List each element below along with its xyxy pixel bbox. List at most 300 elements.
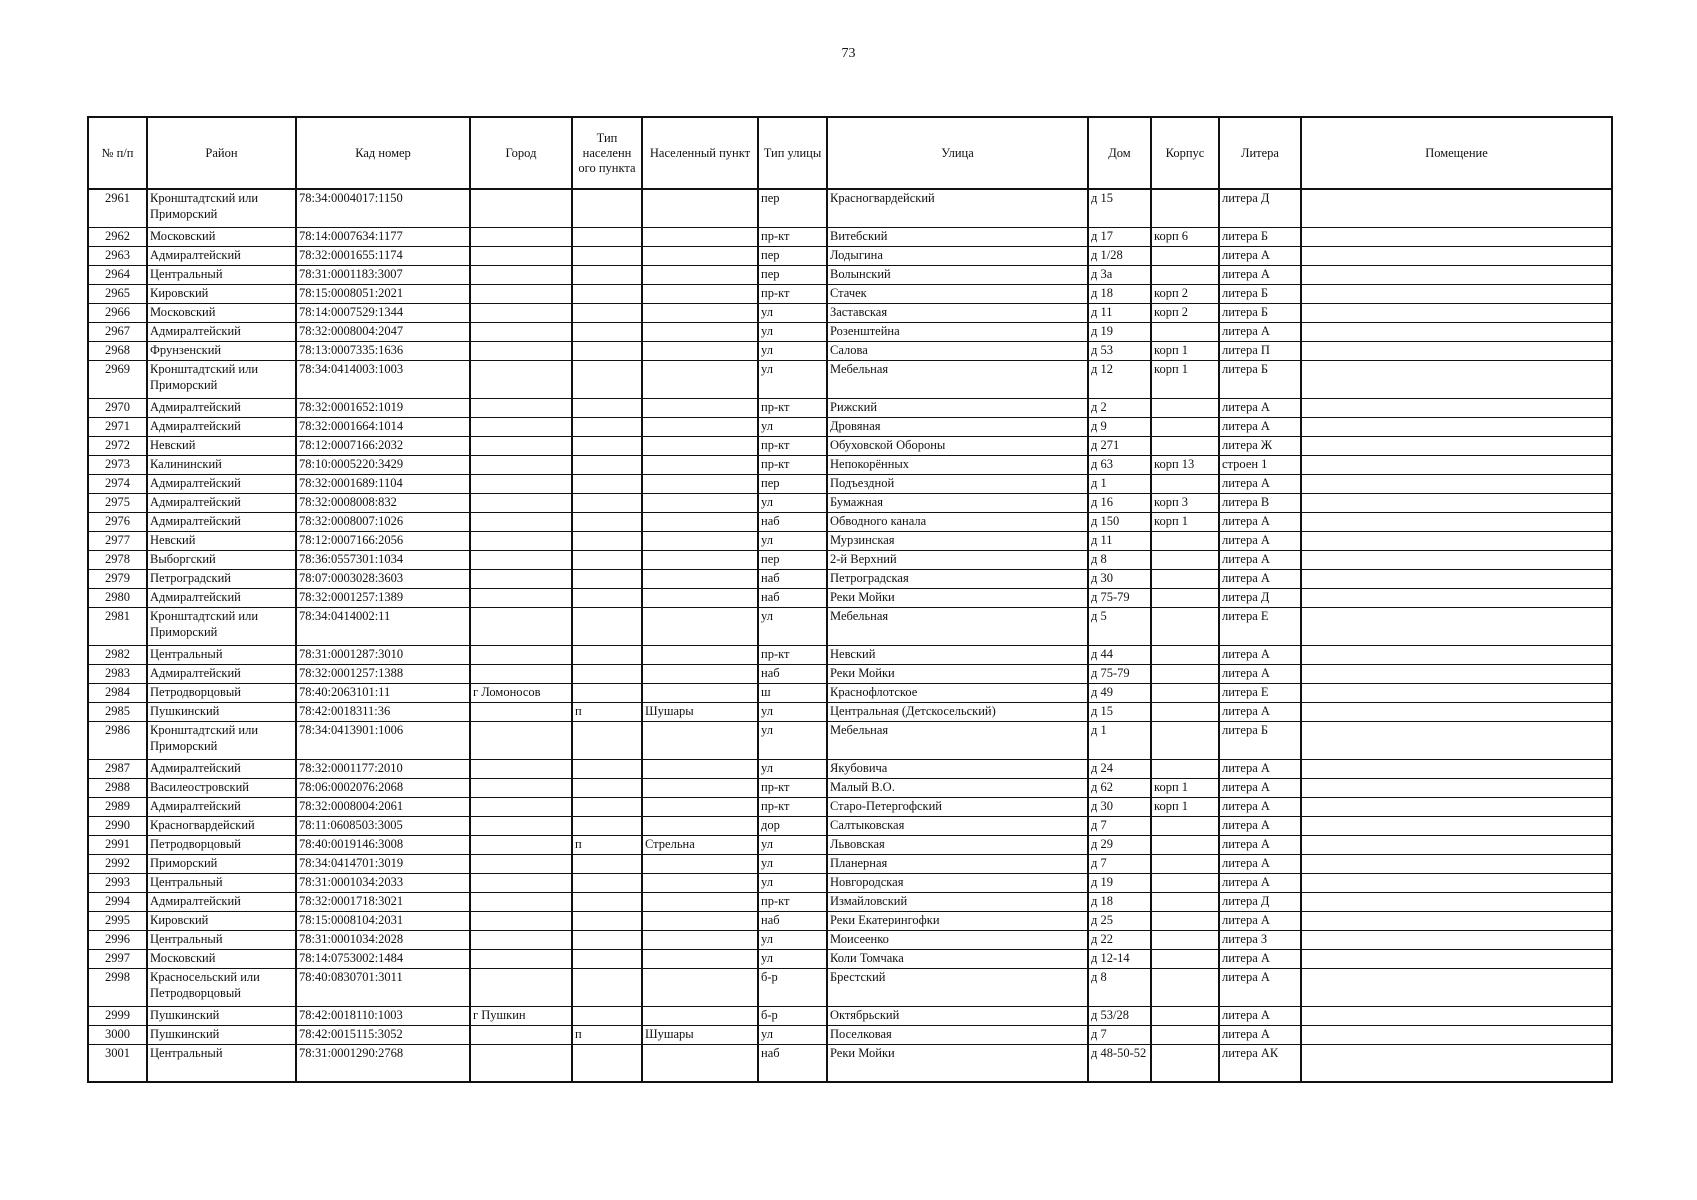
table-cell <box>1301 607 1612 645</box>
table-cell <box>1301 778 1612 797</box>
table-cell: строен 1 <box>1219 455 1301 474</box>
table-cell <box>572 1044 642 1082</box>
table-cell: пр-кт <box>758 892 827 911</box>
header-cell: Литера <box>1219 117 1301 189</box>
table-cell: литера А <box>1219 322 1301 341</box>
table-cell: литера А <box>1219 702 1301 721</box>
table-cell: Старо-Петергофский <box>827 797 1088 816</box>
table-cell <box>470 417 572 436</box>
table-cell: д 7 <box>1088 816 1151 835</box>
table-row <box>88 303 1612 322</box>
table-cell <box>1301 797 1612 816</box>
table-row <box>88 816 1612 835</box>
table-cell <box>1301 645 1612 664</box>
table-cell: 78:32:0008007:1026 <box>296 512 470 531</box>
table-cell: 2981 <box>88 607 147 645</box>
table-cell <box>1151 645 1219 664</box>
table-cell: пр-кт <box>758 227 827 246</box>
table-cell: Мурзинская <box>827 531 1088 550</box>
table-cell <box>1151 1044 1219 1082</box>
table-cell: литера А <box>1219 265 1301 284</box>
table-cell <box>642 417 758 436</box>
table-row <box>88 721 1612 759</box>
table-cell: Коли Томчака <box>827 949 1088 968</box>
table-cell: д 1 <box>1088 721 1151 759</box>
table-cell: Красногвардейский <box>147 816 296 835</box>
table-cell: Центральный <box>147 265 296 284</box>
table-cell: ул <box>758 1025 827 1044</box>
table-cell: 78:32:0001257:1389 <box>296 588 470 607</box>
table-cell: 78:15:0008104:2031 <box>296 911 470 930</box>
table-cell: Адмиралтейский <box>147 398 296 417</box>
table-cell: Стачек <box>827 284 1088 303</box>
table-row <box>88 892 1612 911</box>
table-cell: 2962 <box>88 227 147 246</box>
table-cell <box>470 189 572 227</box>
table-cell: Бумажная <box>827 493 1088 512</box>
table-cell: 2982 <box>88 645 147 664</box>
table-row <box>88 854 1612 873</box>
table-cell: Октябрьский <box>827 1006 1088 1025</box>
table-cell: корп 3 <box>1151 493 1219 512</box>
table-row <box>88 930 1612 949</box>
table-row <box>88 664 1612 683</box>
header-cell: Улица <box>827 117 1088 189</box>
table-cell: Мебельная <box>827 360 1088 398</box>
table-cell <box>572 341 642 360</box>
table-cell <box>642 588 758 607</box>
table-cell: литера Б <box>1219 284 1301 303</box>
table-cell <box>642 455 758 474</box>
table-cell: 2-й Верхний <box>827 550 1088 569</box>
table-cell <box>572 797 642 816</box>
table-cell: 2998 <box>88 968 147 1006</box>
table-cell: корп 2 <box>1151 303 1219 322</box>
table-row <box>88 512 1612 531</box>
table-cell <box>572 645 642 664</box>
table-row <box>88 968 1612 1006</box>
table-cell: д 271 <box>1088 436 1151 455</box>
table-cell: Адмиралтейский <box>147 892 296 911</box>
table-cell <box>1301 398 1612 417</box>
table-cell <box>1151 949 1219 968</box>
table-cell <box>470 930 572 949</box>
table-cell <box>470 1025 572 1044</box>
table-cell: корп 1 <box>1151 512 1219 531</box>
table-row <box>88 759 1612 778</box>
table-cell: д 8 <box>1088 968 1151 1006</box>
table-cell <box>470 1044 572 1082</box>
table-cell: Пушкинский <box>147 1025 296 1044</box>
table-cell: корп 1 <box>1151 778 1219 797</box>
table-cell: 3000 <box>88 1025 147 1044</box>
table-cell: Поселковая <box>827 1025 1088 1044</box>
table-cell <box>1301 1006 1612 1025</box>
table-cell: 78:34:0004017:1150 <box>296 189 470 227</box>
table-row <box>88 569 1612 588</box>
table-cell: д 15 <box>1088 702 1151 721</box>
table-cell <box>1301 873 1612 892</box>
table-cell: 2969 <box>88 360 147 398</box>
table-cell: Петроградский <box>147 569 296 588</box>
table-cell: д 8 <box>1088 550 1151 569</box>
table-cell: 2973 <box>88 455 147 474</box>
table-cell: д 150 <box>1088 512 1151 531</box>
table-cell: Центральный <box>147 1044 296 1082</box>
table-cell: 2976 <box>88 512 147 531</box>
table-cell: литера Е <box>1219 683 1301 702</box>
table-cell: Московский <box>147 227 296 246</box>
table-cell <box>1301 341 1612 360</box>
table-cell: 2983 <box>88 664 147 683</box>
table-cell: ул <box>758 531 827 550</box>
table-cell: Шушары <box>642 1025 758 1044</box>
table-cell: Стрельна <box>642 835 758 854</box>
table-cell: 78:34:0414003:1003 <box>296 360 470 398</box>
table-cell <box>572 1006 642 1025</box>
table-cell: 2967 <box>88 322 147 341</box>
table-cell: литера А <box>1219 873 1301 892</box>
table-cell <box>1301 721 1612 759</box>
table-cell: Лодыгина <box>827 246 1088 265</box>
table-cell: пр-кт <box>758 398 827 417</box>
table-cell: 78:06:0002076:2068 <box>296 778 470 797</box>
table-cell: наб <box>758 911 827 930</box>
table-cell <box>1301 968 1612 1006</box>
table-cell: 2994 <box>88 892 147 911</box>
table-cell <box>1301 1025 1612 1044</box>
table-row <box>88 683 1612 702</box>
table-cell <box>572 778 642 797</box>
table-cell <box>1151 1006 1219 1025</box>
table-cell: д 18 <box>1088 284 1151 303</box>
table-cell: 78:31:0001183:3007 <box>296 265 470 284</box>
table-cell <box>1301 835 1612 854</box>
table-cell: корп 1 <box>1151 341 1219 360</box>
table-cell: г Ломоносов <box>470 683 572 702</box>
table-cell: литера А <box>1219 550 1301 569</box>
table-cell <box>642 816 758 835</box>
table-cell: наб <box>758 569 827 588</box>
table-cell: литера А <box>1219 1006 1301 1025</box>
table-cell <box>1151 474 1219 493</box>
table-cell <box>470 550 572 569</box>
table-cell <box>470 265 572 284</box>
table-cell <box>1301 436 1612 455</box>
table-cell: литера Д <box>1219 588 1301 607</box>
table-cell: 2984 <box>88 683 147 702</box>
table-cell: литера Е <box>1219 607 1301 645</box>
table-cell: д 19 <box>1088 322 1151 341</box>
table-cell <box>470 835 572 854</box>
header-cell: Кад номер <box>296 117 470 189</box>
table-cell <box>470 474 572 493</box>
table-cell: Выборгский <box>147 550 296 569</box>
table-cell: литера А <box>1219 512 1301 531</box>
table-cell: д 11 <box>1088 531 1151 550</box>
table-cell: пер <box>758 474 827 493</box>
table-cell: 2965 <box>88 284 147 303</box>
table-cell: Кировский <box>147 911 296 930</box>
table-cell: Калининский <box>147 455 296 474</box>
table-cell: литера А <box>1219 417 1301 436</box>
table-cell <box>642 892 758 911</box>
table-cell: литера З <box>1219 930 1301 949</box>
header-cell: Город <box>470 117 572 189</box>
table-cell: Брестский <box>827 968 1088 1006</box>
table-cell <box>1301 892 1612 911</box>
table-cell <box>1151 417 1219 436</box>
table-cell: д 2 <box>1088 398 1151 417</box>
table-cell <box>1151 892 1219 911</box>
table-cell <box>1301 930 1612 949</box>
table-cell: литера А <box>1219 797 1301 816</box>
table-cell: литера А <box>1219 398 1301 417</box>
table-cell <box>1151 835 1219 854</box>
table-cell <box>1151 721 1219 759</box>
table-cell <box>470 816 572 835</box>
table-cell: 78:34:0413901:1006 <box>296 721 470 759</box>
table-cell <box>572 550 642 569</box>
table-cell: 2987 <box>88 759 147 778</box>
table-cell: литера А <box>1219 569 1301 588</box>
table-cell: д 44 <box>1088 645 1151 664</box>
table-cell: литера А <box>1219 968 1301 1006</box>
table-cell <box>572 531 642 550</box>
table-cell: литера А <box>1219 664 1301 683</box>
table-cell: п <box>572 835 642 854</box>
table-cell <box>642 512 758 531</box>
table-cell: пр-кт <box>758 436 827 455</box>
table-cell <box>1151 683 1219 702</box>
table-cell: 78:31:0001034:2033 <box>296 873 470 892</box>
table-cell: Салова <box>827 341 1088 360</box>
header-cell: Помещение <box>1301 117 1612 189</box>
table-cell: ул <box>758 930 827 949</box>
table-cell <box>1151 759 1219 778</box>
table-cell <box>1301 493 1612 512</box>
table-cell: ул <box>758 417 827 436</box>
table-cell: Обводного канала <box>827 512 1088 531</box>
table-cell: 78:14:0007529:1344 <box>296 303 470 322</box>
table-cell <box>1301 683 1612 702</box>
table-cell <box>572 398 642 417</box>
table-row <box>88 1025 1612 1044</box>
table-cell <box>470 778 572 797</box>
table-cell: 78:32:0008008:832 <box>296 493 470 512</box>
table-cell <box>1301 417 1612 436</box>
table-cell <box>470 512 572 531</box>
table-cell: 2990 <box>88 816 147 835</box>
table-cell: д 22 <box>1088 930 1151 949</box>
table-cell: Малый В.О. <box>827 778 1088 797</box>
table-row <box>88 322 1612 341</box>
table-cell: пр-кт <box>758 778 827 797</box>
table-cell <box>470 246 572 265</box>
table-cell: Волынский <box>827 265 1088 284</box>
table-cell <box>1301 702 1612 721</box>
table-cell: 2963 <box>88 246 147 265</box>
table-cell <box>1151 189 1219 227</box>
table-cell <box>642 569 758 588</box>
table-cell: 78:36:0557301:1034 <box>296 550 470 569</box>
table-cell <box>1301 265 1612 284</box>
table-cell: пр-кт <box>758 455 827 474</box>
table-cell: Реки Мойки <box>827 588 1088 607</box>
table-cell <box>1301 911 1612 930</box>
table-cell: Непокорённых <box>827 455 1088 474</box>
table-cell: Адмиралтейский <box>147 588 296 607</box>
header-cell: Тип улицы <box>758 117 827 189</box>
table-cell: 2991 <box>88 835 147 854</box>
table-cell <box>1151 930 1219 949</box>
table-cell: д 12 <box>1088 360 1151 398</box>
table-cell <box>470 911 572 930</box>
table-cell: Адмиралтейский <box>147 759 296 778</box>
table-cell <box>572 284 642 303</box>
table-cell <box>642 721 758 759</box>
table-cell: д 17 <box>1088 227 1151 246</box>
table-cell <box>1301 322 1612 341</box>
table-cell: 2989 <box>88 797 147 816</box>
table-cell: наб <box>758 1044 827 1082</box>
table-cell: Адмиралтейский <box>147 664 296 683</box>
table-cell: д 18 <box>1088 892 1151 911</box>
table-cell: 78:14:0007634:1177 <box>296 227 470 246</box>
table-cell: ул <box>758 949 827 968</box>
table-cell: 2993 <box>88 873 147 892</box>
table-cell: Красносельский или Петродворцовый <box>147 968 296 1006</box>
table-cell: ул <box>758 493 827 512</box>
table-cell <box>572 588 642 607</box>
table-cell: 78:32:0001257:1388 <box>296 664 470 683</box>
table-cell <box>470 721 572 759</box>
header-cell: Корпус <box>1151 117 1219 189</box>
table-cell: 78:32:0001655:1174 <box>296 246 470 265</box>
table-cell: 78:12:0007166:2056 <box>296 531 470 550</box>
table-cell <box>642 531 758 550</box>
table-cell: Кронштадтский или Приморский <box>147 721 296 759</box>
table-cell: 78:40:0830701:3011 <box>296 968 470 1006</box>
table-cell: 2979 <box>88 569 147 588</box>
table-cell <box>642 322 758 341</box>
table-cell <box>642 873 758 892</box>
table-cell: 2966 <box>88 303 147 322</box>
table-cell <box>470 398 572 417</box>
table-cell: Витебский <box>827 227 1088 246</box>
table-cell <box>1151 664 1219 683</box>
table-cell <box>572 569 642 588</box>
table-cell <box>642 284 758 303</box>
header-cell: Населенный пункт <box>642 117 758 189</box>
table-cell <box>1301 455 1612 474</box>
table-cell <box>1151 588 1219 607</box>
table-cell: Фрунзенский <box>147 341 296 360</box>
table-cell: 2992 <box>88 854 147 873</box>
table-cell: Невский <box>147 436 296 455</box>
table-cell: пр-кт <box>758 284 827 303</box>
table-cell: 78:40:2063101:11 <box>296 683 470 702</box>
table-cell <box>470 227 572 246</box>
table-cell <box>1301 664 1612 683</box>
table-cell <box>572 683 642 702</box>
table-cell <box>642 474 758 493</box>
table-cell: корп 6 <box>1151 227 1219 246</box>
property-registry-table <box>87 116 1613 1083</box>
table-cell <box>642 246 758 265</box>
table-cell <box>642 911 758 930</box>
table-row <box>88 360 1612 398</box>
table-cell: Моисеенко <box>827 930 1088 949</box>
table-cell <box>1301 531 1612 550</box>
header-row <box>88 117 1612 189</box>
table-cell: д 5 <box>1088 607 1151 645</box>
table-cell: литера А <box>1219 835 1301 854</box>
table-cell: Новгородская <box>827 873 1088 892</box>
table-cell <box>642 189 758 227</box>
table-cell <box>642 759 758 778</box>
table-cell: д 7 <box>1088 854 1151 873</box>
table-cell <box>642 664 758 683</box>
table-cell: Адмиралтейский <box>147 512 296 531</box>
table-cell: Петроградская <box>827 569 1088 588</box>
table-cell: Адмиралтейский <box>147 797 296 816</box>
table-cell: Адмиралтейский <box>147 322 296 341</box>
table-cell: 78:12:0007166:2032 <box>296 436 470 455</box>
table-cell: 2961 <box>88 189 147 227</box>
table-cell: 2974 <box>88 474 147 493</box>
table-row <box>88 531 1612 550</box>
table-cell: пер <box>758 265 827 284</box>
table-cell <box>572 360 642 398</box>
table-cell: б-р <box>758 968 827 1006</box>
table-cell: д 63 <box>1088 455 1151 474</box>
table-cell: Адмиралтейский <box>147 417 296 436</box>
table-cell: Адмиралтейский <box>147 474 296 493</box>
table-cell: 78:32:0001652:1019 <box>296 398 470 417</box>
table-cell: корп 13 <box>1151 455 1219 474</box>
table-cell <box>470 455 572 474</box>
table-cell: Красногвардейский <box>827 189 1088 227</box>
table-cell: Якубовича <box>827 759 1088 778</box>
table-cell: д 30 <box>1088 569 1151 588</box>
table-cell <box>572 873 642 892</box>
table-cell <box>1151 246 1219 265</box>
table-cell <box>642 265 758 284</box>
table-cell: д 49 <box>1088 683 1151 702</box>
table-cell <box>470 702 572 721</box>
table-cell <box>642 398 758 417</box>
table-cell: д 12-14 <box>1088 949 1151 968</box>
table-cell <box>1151 873 1219 892</box>
table-cell <box>1301 854 1612 873</box>
table-cell: 78:32:0001689:1104 <box>296 474 470 493</box>
table-cell <box>1151 436 1219 455</box>
table-row <box>88 246 1612 265</box>
table-cell: 2970 <box>88 398 147 417</box>
table-cell: д 75-79 <box>1088 588 1151 607</box>
table-cell <box>642 645 758 664</box>
table-cell <box>642 493 758 512</box>
table-cell: корп 1 <box>1151 360 1219 398</box>
table-cell: д 30 <box>1088 797 1151 816</box>
table-cell: 78:32:0008004:2061 <box>296 797 470 816</box>
table-cell <box>470 873 572 892</box>
table-cell <box>470 968 572 1006</box>
table-cell <box>572 474 642 493</box>
table-cell: Рижский <box>827 398 1088 417</box>
table-cell: д 62 <box>1088 778 1151 797</box>
